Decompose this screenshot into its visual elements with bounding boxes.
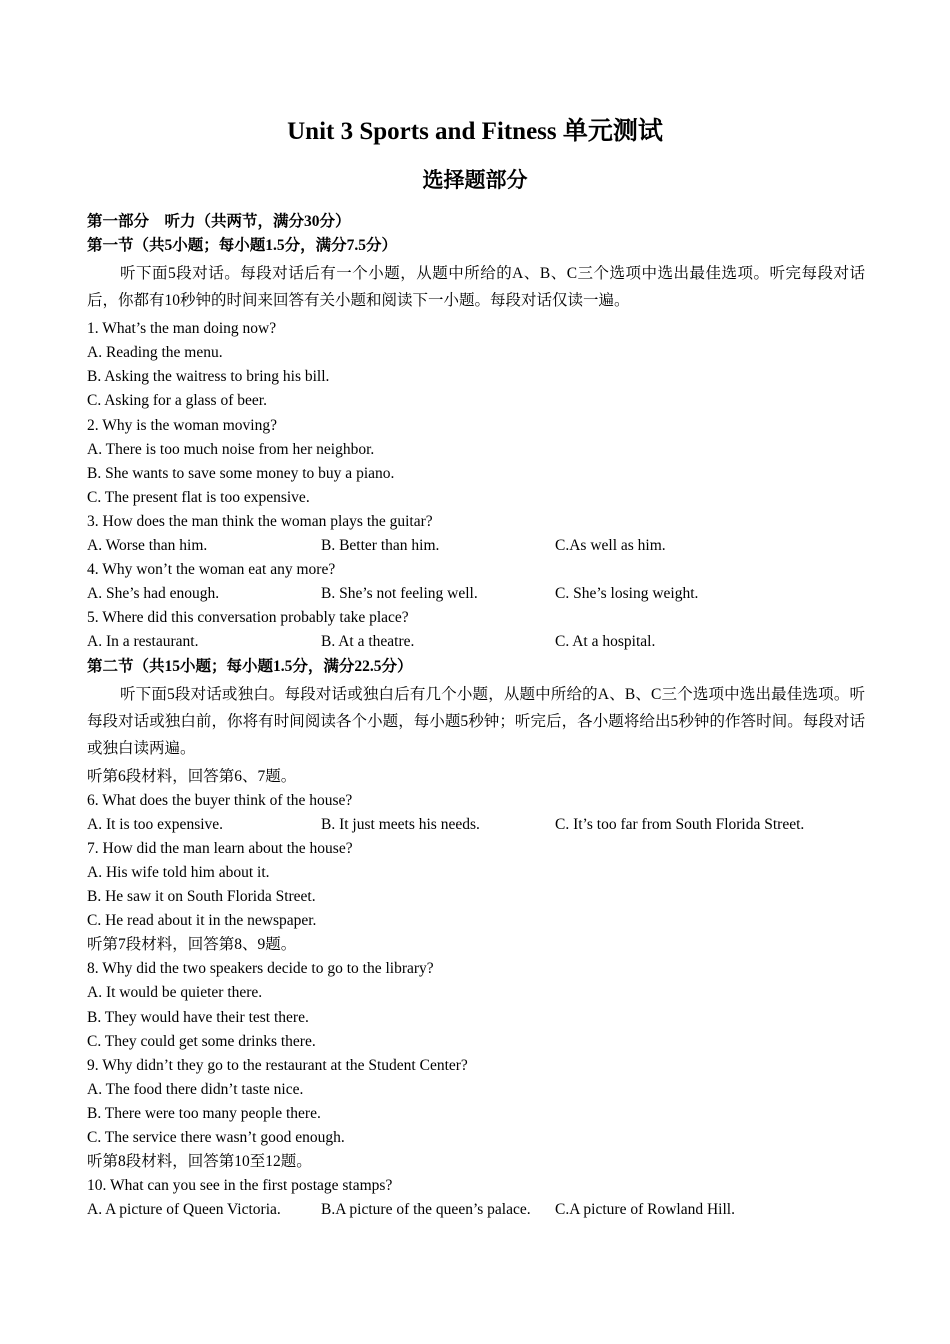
option-c: C. She’s losing weight.	[555, 585, 699, 603]
question-stem: 1. What’s the man doing now?	[87, 320, 277, 338]
option-c: C. It’s too far from South Florida Street.	[555, 815, 805, 833]
option-a: A. It is too expensive.	[87, 815, 224, 833]
option-a: A. In a restaurant.	[87, 633, 199, 651]
exam-content	[87, 210, 865, 1222]
section1-heading: 第一节（共5小题；每小题1.5分，满分7.5分）	[87, 237, 398, 255]
material-note: 听第7段材料，回答第8、9题。	[87, 936, 297, 954]
option-c: C. Asking for a glass of beer.	[87, 392, 267, 410]
option-c: C. The service there wasn’t good enough.	[87, 1129, 345, 1146]
option-c: C. At a hospital.	[555, 633, 656, 651]
section2-heading: 第二节（共15小题；每小题1.5分，满分22.5分）	[87, 657, 413, 675]
options-row	[87, 1198, 865, 1222]
material-note: 听第8段材料，回答第10至12题。	[87, 1153, 312, 1171]
question-stem: 2. Why is the woman moving?	[87, 416, 277, 434]
option-c: C.A picture of Rowland Hill.	[555, 1201, 735, 1219]
option-a: A. It would be quieter there.	[87, 984, 263, 1002]
question-stem: 3. How does the man think the woman plays the guitar?	[87, 512, 433, 530]
option-b: B. She wants to save some money to buy a piano.	[87, 464, 395, 482]
question-stem: 5. Where did this conversation probably take place?	[87, 609, 409, 627]
options-row	[87, 813, 865, 837]
question-stem: 9. Why didn’t they go to the restaurant at the Student Center?	[87, 1056, 468, 1074]
option-a: A. Reading the menu.	[87, 344, 223, 362]
option-c: C. He read about it in the newspaper.	[87, 912, 317, 930]
question-stem: 8. Why did the two speakers decide to go to the library?	[87, 960, 434, 978]
option-b: B. She’s not feeling well.	[321, 585, 478, 603]
option-a: A. His wife told him about it.	[87, 863, 270, 881]
question-stem: 10. What can you see in the first postage stamps?	[87, 1177, 393, 1195]
option-a: A. The food there didn’t taste nice.	[87, 1080, 304, 1098]
option-b: B. At a theatre.	[321, 633, 415, 651]
part1-heading: 第一部分 听力（共两节，满分30分）	[87, 213, 351, 230]
option-b: B. It just meets his needs.	[321, 815, 480, 833]
option-c: C.As well as him.	[555, 537, 666, 555]
option-b: B.A picture of the queen’s palace.	[321, 1201, 531, 1219]
option-a: A. She’s had enough.	[87, 585, 220, 603]
option-b: B. There were too many people there.	[87, 1104, 321, 1122]
question-stem: 6. What does the buyer think of the house?	[87, 791, 353, 809]
options-row	[87, 534, 865, 558]
option-c: C. The present flat is too expensive.	[87, 488, 310, 506]
option-b: B. Asking the waitress to bring his bill.	[87, 368, 330, 386]
option-b: B. They would have their test there.	[87, 1008, 309, 1026]
section2-instructions: 听下面5段对话或独白。每段对话或独白后有几个小题，从题中所给的A、B、C三个选项中选出最佳选项。听每段对话或独白前，你将有时间阅读各个小题，每小题5秒钟；听完后，各小题将给出5秒钟的作答时间。每段对话或独白读两遍。	[87, 685, 865, 757]
option-b: B. Better than him.	[321, 537, 440, 555]
page-subtitle: 选择题部分	[422, 168, 528, 192]
options-row	[87, 630, 865, 654]
option-b: B. He saw it on South Florida Street.	[87, 888, 316, 906]
question-stem: 7. How did the man learn about the house?	[87, 839, 353, 857]
option-c: C. They could get some drinks there.	[87, 1032, 316, 1050]
option-a: A. There is too much noise from her neighbor.	[87, 440, 375, 458]
option-a: A. Worse than him.	[87, 537, 208, 555]
section1-instructions: 听下面5段对话。每段对话后有一个小题，从题中所给的A、B、C三个选项中选出最佳选项。听完每段对话后，你都有10秒钟的时间来回答有关小题和阅读下一小题。每段对话仅读一遍。	[87, 265, 865, 310]
material-note: 听第6段材料，回答第6、7题。	[87, 767, 297, 785]
question-stem: 4. Why won’t the woman eat any more?	[87, 561, 336, 579]
page-title: Unit 3 Sports and Fitness 单元测试	[287, 118, 663, 145]
option-a: A. A picture of Queen Victoria.	[87, 1201, 281, 1219]
options-row	[87, 582, 865, 606]
